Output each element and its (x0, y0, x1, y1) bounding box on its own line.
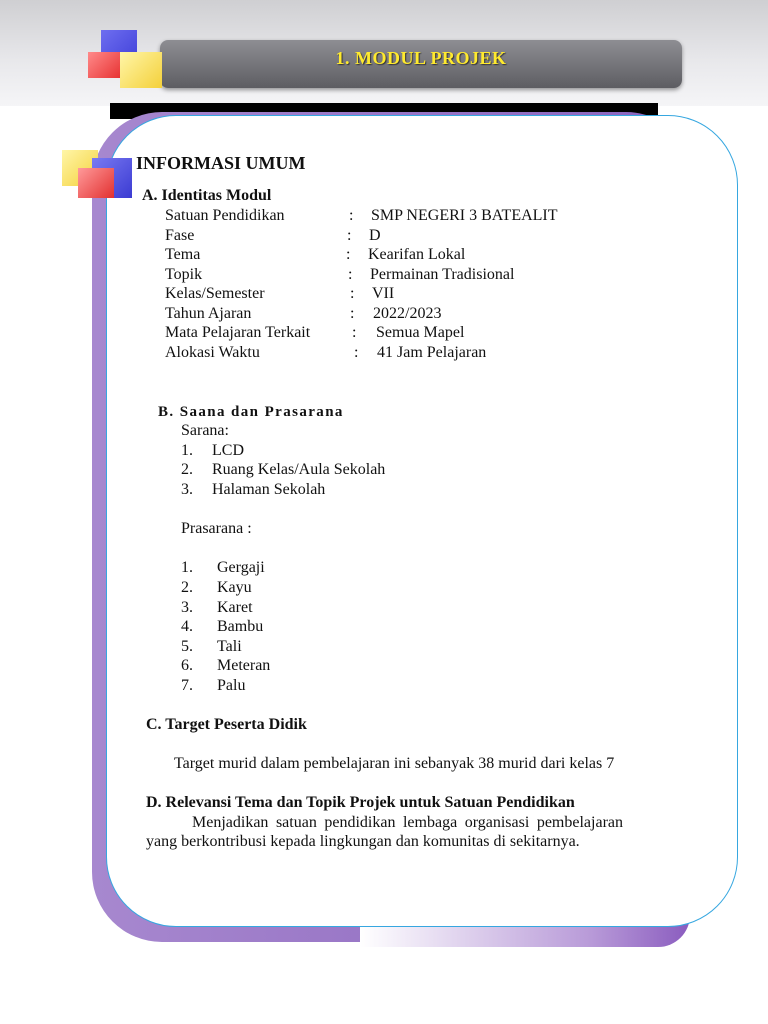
prasarana-label: Prasarana : (181, 520, 252, 537)
row-label: Fase (165, 227, 195, 244)
row-value: VII (372, 285, 395, 302)
list-number: 6. (181, 657, 193, 674)
row-value: D (369, 227, 381, 244)
row-separator: : (349, 207, 354, 224)
row-label: Alokasi Waktu (165, 344, 260, 361)
section-c-title: C. Target Peserta Didik (146, 716, 307, 733)
row-value: Permainan Tradisional (370, 266, 515, 283)
section-heading: INFORMASI UMUM (136, 153, 306, 173)
row-label: Mata Pelajaran Terkait (165, 324, 311, 341)
row-value: 41 Jam Pelajaran (377, 344, 487, 361)
section-d-text: Menjadikan satuan pendidikan lembaga organisasi pembelajaran yang berkontribusi kepada lingkungan dan komunitas di sekitarnya. (146, 814, 623, 850)
list-number: 5. (181, 638, 193, 655)
section-d-title: D. Relevansi Tema dan Topik Projek untuk Satuan Pendidikan (146, 794, 575, 811)
row-separator: : (352, 324, 357, 341)
list-number: 3. (181, 481, 193, 498)
row-separator: : (348, 266, 353, 283)
row-value: Semua Mapel (376, 324, 465, 341)
list-item: Tali (217, 638, 242, 655)
row-separator: : (350, 285, 355, 302)
list-item: Bambu (217, 618, 264, 635)
row-label: Topik (165, 266, 203, 283)
list-item: Palu (217, 677, 246, 694)
list-number: 1. (181, 559, 193, 576)
row-label: Tema (165, 246, 201, 263)
row-value: SMP NEGERI 3 BATEALIT (371, 207, 558, 224)
list-number: 2. (181, 579, 193, 596)
list-item: Ruang Kelas/Aula Sekolah (212, 461, 386, 478)
list-item: Halaman Sekolah (212, 481, 326, 498)
section-b-title: B. Saana dan Prasarana (158, 404, 344, 420)
row-value: 2022/2023 (373, 305, 442, 322)
list-item: LCD (212, 442, 244, 459)
list-number: 4. (181, 618, 193, 635)
row-separator: : (347, 227, 352, 244)
list-item: Karet (217, 599, 253, 616)
row-label: Satuan Pendidikan (165, 207, 285, 224)
page-title: 1. MODUL PROJEK (335, 48, 507, 68)
red-square (78, 168, 114, 198)
row-separator: : (346, 246, 351, 263)
row-label: Kelas/Semester (165, 285, 265, 302)
section-a-title: A. Identitas Modul (142, 187, 272, 204)
list-item: Meteran (217, 657, 271, 674)
sarana-label: Sarana: (181, 422, 229, 439)
row-separator: : (350, 305, 355, 322)
list-number: 3. (181, 599, 193, 616)
list-number: 7. (181, 677, 193, 694)
list-number: 2. (181, 461, 193, 478)
row-value: Kearifan Lokal (368, 246, 466, 263)
list-item: Kayu (217, 579, 252, 596)
list-item: Gergaji (217, 559, 265, 576)
yellow-square (120, 52, 162, 88)
row-separator: : (354, 344, 359, 361)
list-number: 1. (181, 442, 193, 459)
row-label: Tahun Ajaran (165, 305, 252, 322)
section-c-text: Target murid dalam pembelajaran ini sebanyak 38 murid dari kelas 7 (174, 755, 615, 772)
